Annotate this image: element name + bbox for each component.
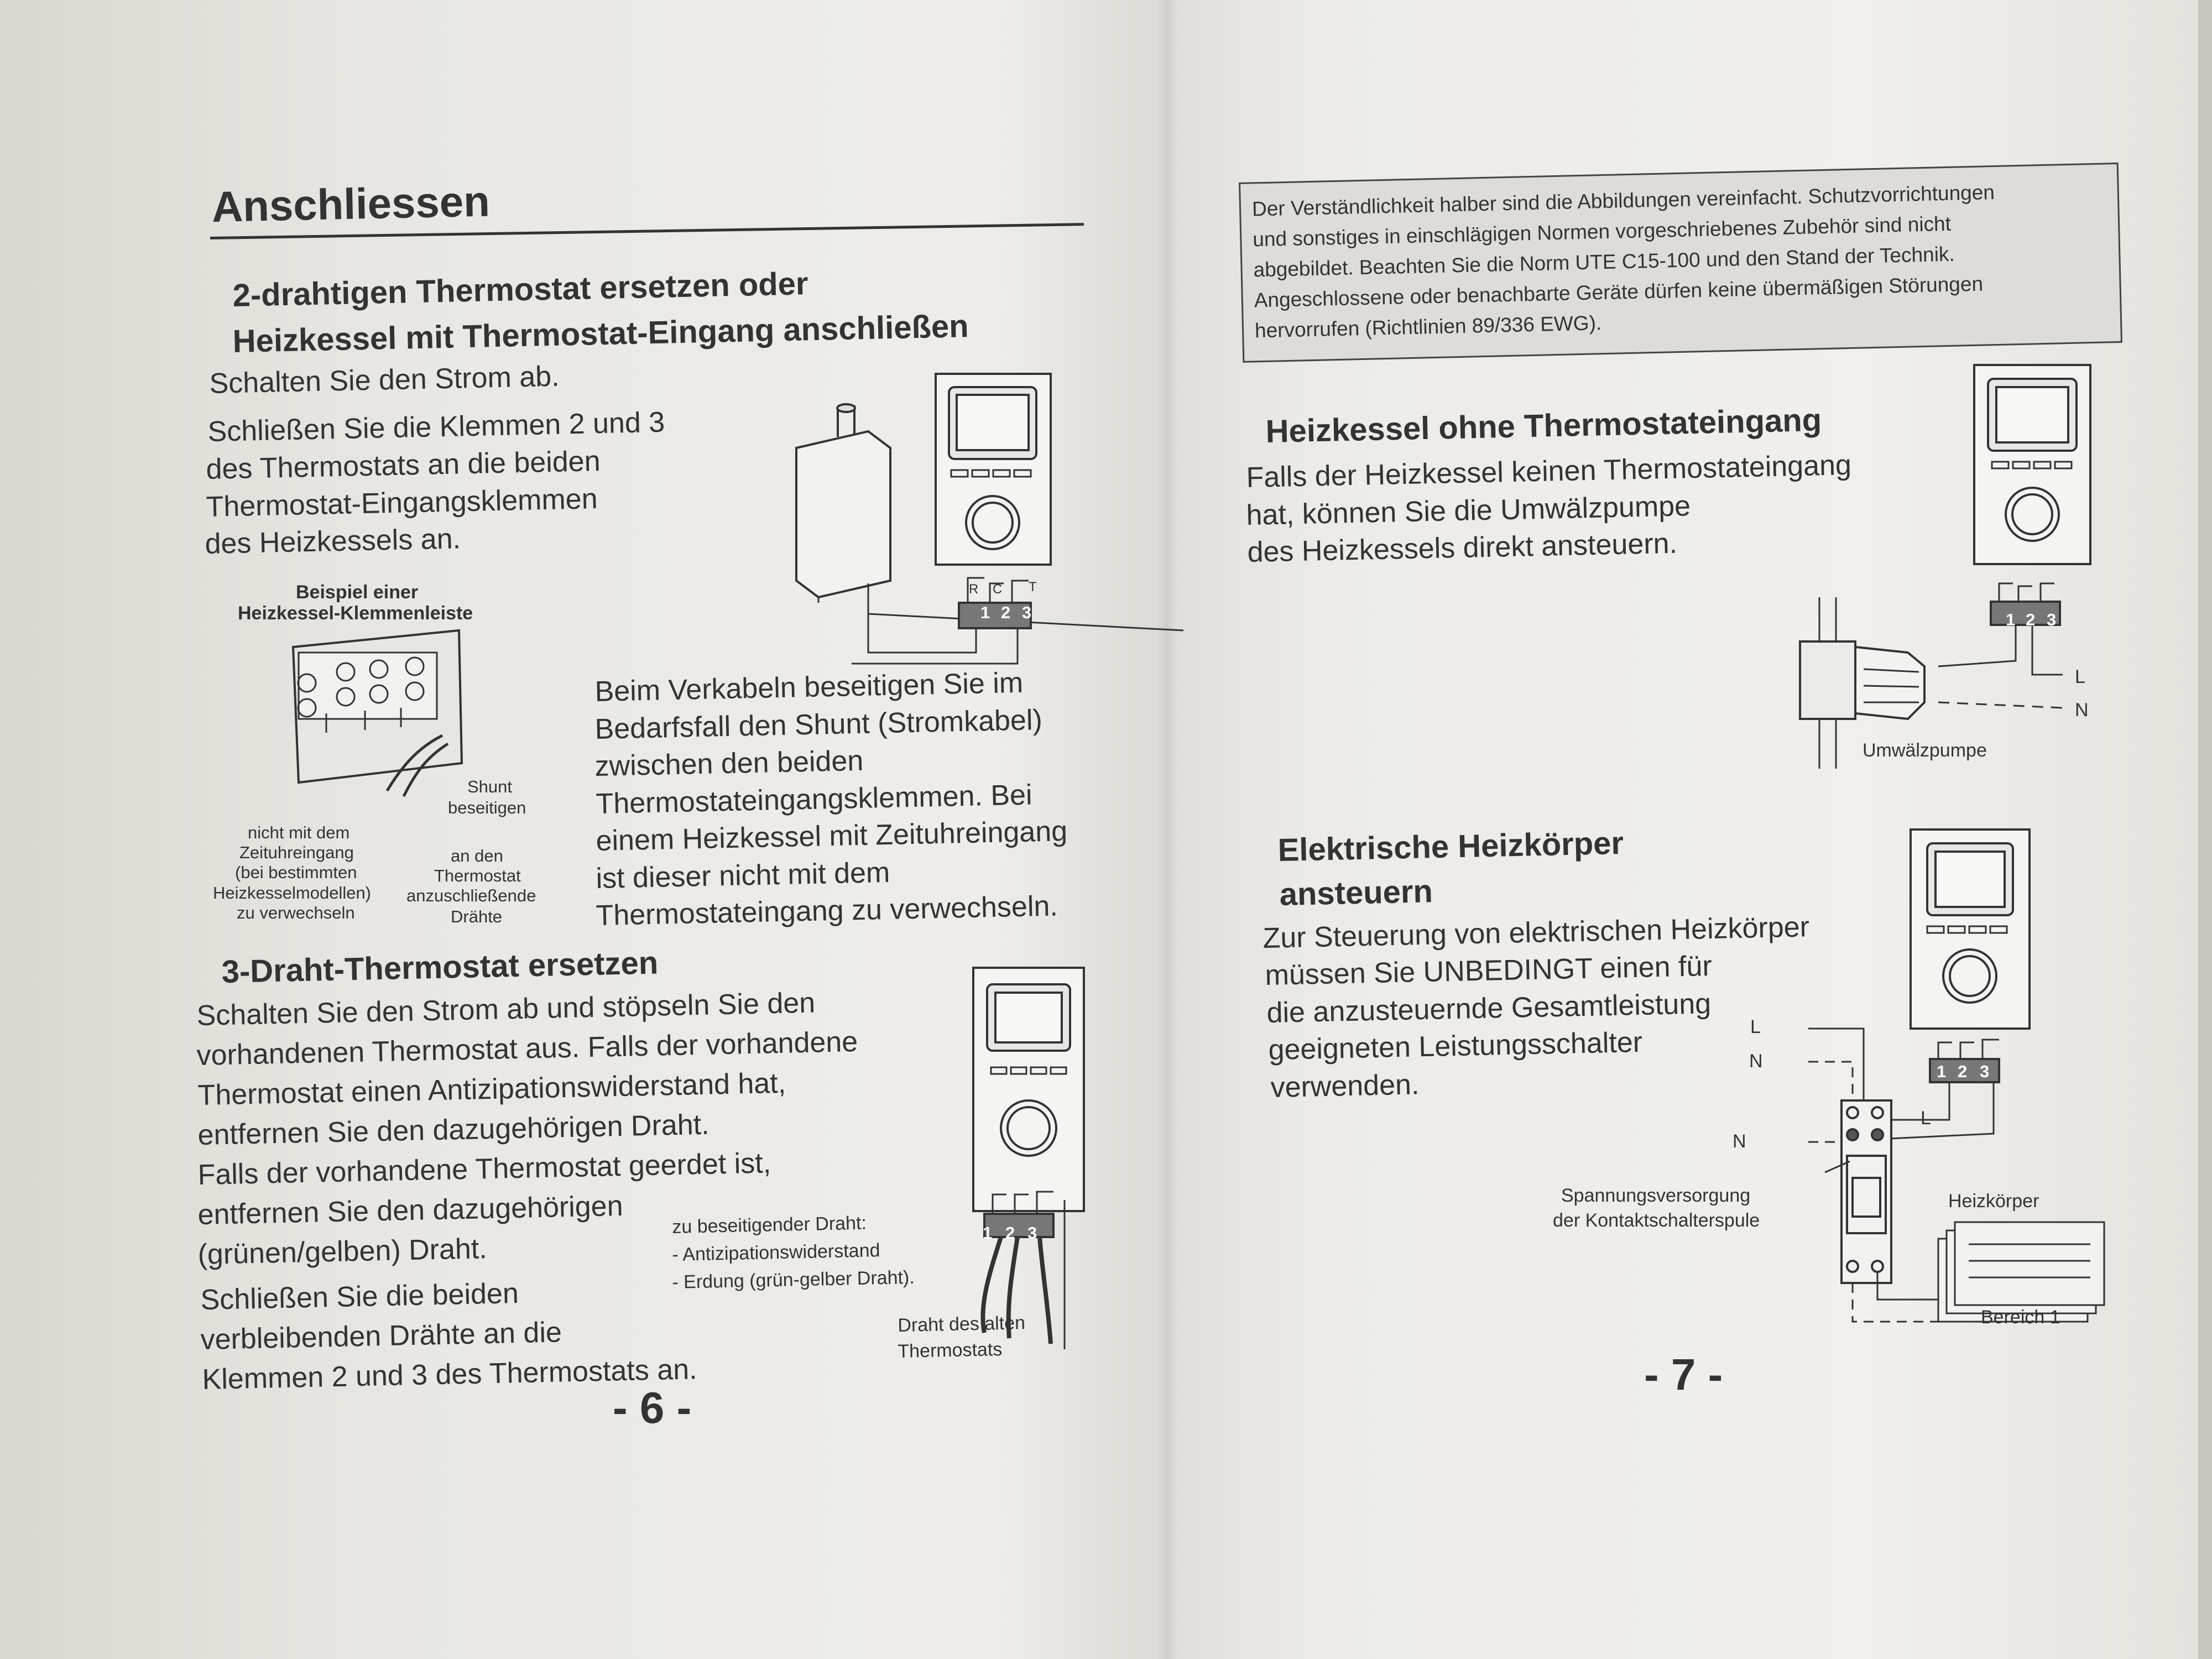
not-timer-label: Zeituhreingang bbox=[239, 843, 354, 862]
line-label-l: L bbox=[1921, 1108, 1931, 1129]
pump-wiring-diagram bbox=[1786, 359, 2096, 780]
terminal-block bbox=[959, 603, 1031, 628]
section2-text2-line: verbleibenden Drähte an die bbox=[200, 1316, 562, 1356]
notice-line: abgebildet. Beachten Sie die Norm UTE C15-100 und den Stand der Technik. bbox=[1253, 242, 1955, 281]
three-wire-thermostat-diagram bbox=[940, 962, 1106, 1371]
section1-step1: Schalten Sie den Strom ab. bbox=[209, 360, 560, 400]
notice-box bbox=[1239, 163, 2122, 363]
supply-label-line2: der Kontaktschalterspule bbox=[1553, 1210, 1760, 1231]
section4-text-line: geeigneten Leistungsschalter bbox=[1268, 1026, 1643, 1066]
section3-heading: Heizkessel ohne Thermostateingang bbox=[1265, 401, 1822, 450]
terminal-2: 2 bbox=[1001, 603, 1011, 622]
section4-text-line: die anzusteuernde Gesamtleistung bbox=[1266, 988, 1712, 1029]
shunt-label-line2: beseitigen bbox=[448, 798, 526, 817]
terminal-2: 2 bbox=[1005, 1223, 1015, 1243]
neutral-label-n: N bbox=[1733, 1131, 1746, 1152]
wires-label: Drähte bbox=[451, 907, 503, 926]
wiring-note-line: Thermostateingangsklemmen. Bei bbox=[596, 779, 1033, 820]
notice-line: Der Verständlichkeit halber sind die Abbildungen vereinfacht. Schutzvorrichtungen bbox=[1251, 180, 1995, 221]
wiring-note-line: Bedarfsfall den Shunt (Stromkabel) bbox=[594, 704, 1043, 745]
radiator-wiring-diagram bbox=[1742, 824, 2107, 1344]
wiring-note-line: ist dieser nicht mit dem bbox=[596, 856, 890, 895]
line-label-l: L bbox=[1750, 1016, 1761, 1037]
terminal-letter-c: C bbox=[993, 582, 1003, 597]
section2-heading: 3-Draht-Thermostat ersetzen bbox=[221, 945, 659, 990]
terminal-1: 1 bbox=[1937, 1062, 1947, 1081]
remove-wire-label-line1: zu beseitigender Draht: bbox=[672, 1212, 867, 1238]
terminal-2: 2 bbox=[2026, 610, 2036, 629]
terminal-example-label-line2: Heizkessel-Klemmenleiste bbox=[238, 603, 473, 624]
wiring-note-line: Beim Verkabeln beseitigen Sie im bbox=[594, 666, 1024, 708]
section1-text-line: des Heizkessels an. bbox=[205, 523, 461, 560]
section2-text-line: Falls der vorhandene Thermostat geerdet ist, bbox=[197, 1147, 771, 1191]
terminal-3: 3 bbox=[1980, 1062, 1990, 1081]
not-timer-label: Heizkesselmodellen) bbox=[213, 883, 372, 902]
not-timer-label: (bei bestimmten bbox=[235, 863, 357, 882]
radiator-label: Heizkörper bbox=[1948, 1191, 2039, 1212]
section1-text-line: Schließen Sie die Klemmen 2 und 3 bbox=[207, 406, 665, 448]
section1-text-line: des Thermostats an die beiden bbox=[206, 445, 601, 486]
section4-heading-line1: Elektrische Heizkörper bbox=[1277, 825, 1624, 868]
section2-text-line: (grünen/gelben) Draht. bbox=[197, 1233, 488, 1271]
boiler-thermostat-diagram bbox=[785, 365, 1095, 675]
section4-heading-line2: ansteuern bbox=[1279, 873, 1433, 912]
section2-text-line: Thermostat einen Antizipationswiderstand hat, bbox=[197, 1067, 786, 1112]
wiring-note-line: Thermostateingang zu verwechseln. bbox=[596, 890, 1058, 932]
wiring-note-line: zwischen den beiden bbox=[594, 744, 864, 782]
wires-label: anzuschließende bbox=[406, 886, 536, 905]
page-number-right: - 7 - bbox=[1644, 1350, 1723, 1399]
section3-text-line: hat, können Sie die Umwälzpumpe bbox=[1246, 490, 1691, 531]
section1-heading-line2: Heizkessel mit Thermostat-Eingang anschließen bbox=[232, 308, 969, 359]
notice-line: hervorrufen (Richtlinien 89/336 EWG). bbox=[1254, 311, 1602, 342]
remove-wire-label-line3: - Erdung (grün-gelber Draht). bbox=[672, 1266, 915, 1293]
section4-text-line: verwenden. bbox=[1270, 1068, 1420, 1104]
page-number-left: - 6 - bbox=[613, 1383, 692, 1432]
pump-label: Umwälzpumpe bbox=[1863, 740, 1987, 761]
boiler-body bbox=[796, 431, 890, 597]
neutral-label-n: N bbox=[1749, 1051, 1763, 1072]
terminal-1: 1 bbox=[980, 603, 990, 622]
wires-label: an den bbox=[451, 846, 503, 865]
wiring-note-line: einem Heizkessel mit Zeituhreingang bbox=[596, 815, 1068, 857]
line-label-l: L bbox=[2075, 666, 2085, 687]
section2-text-line: vorhandenen Thermostat aus. Falls der vorhandene bbox=[196, 1025, 858, 1072]
page-fold bbox=[1156, 0, 1178, 1659]
old-wire-label-line1: Draht des alten bbox=[898, 1312, 1026, 1336]
section2-text-line: entfernen Sie den dazugehörigen bbox=[197, 1190, 624, 1231]
terminal-1: 1 bbox=[2006, 610, 2016, 629]
notice-line: und sonstiges in einschlägigen Normen vorgeschriebenes Zubehör sind nicht bbox=[1252, 212, 1952, 251]
section1-text-line: Thermostat-Eingangsklemmen bbox=[206, 483, 598, 523]
terminal-2: 2 bbox=[1958, 1062, 1968, 1081]
section2-text-line: Schalten Sie den Strom ab und stöpseln Sie den bbox=[196, 987, 816, 1032]
terminal-example-label-line1: Beispiel einer bbox=[296, 582, 419, 603]
section4-text-line: Zur Steuerung von elektrischen Heizkörper bbox=[1262, 911, 1810, 954]
shunt-label-line1: Shunt bbox=[467, 777, 513, 796]
page-title: Anschliessen bbox=[211, 176, 491, 231]
section1-heading-line1: 2-drahtigen Thermostat ersetzen oder bbox=[232, 265, 809, 314]
terminal-1: 1 bbox=[983, 1223, 993, 1243]
supply-label-line1: Spannungsversorgung bbox=[1561, 1185, 1751, 1206]
section2-text2-line: Schließen Sie die beiden bbox=[200, 1277, 519, 1316]
notice-line: Angeschlossene oder benachbarte Geräte dürfen keine übermäßigen Störungen bbox=[1254, 272, 1984, 312]
not-timer-label: nicht mit dem bbox=[248, 823, 350, 842]
section4-text-line: müssen Sie UNBEDINGT einen für bbox=[1265, 950, 1713, 992]
terminal-letter-r: R bbox=[969, 582, 979, 597]
neutral-label-n: N bbox=[2075, 700, 2089, 721]
not-timer-label: zu verwechseln bbox=[237, 903, 355, 922]
zone-label: Bereich 1 bbox=[1981, 1307, 2060, 1328]
wires-label: Thermostat bbox=[434, 866, 521, 885]
terminal-3: 3 bbox=[2047, 610, 2057, 629]
terminal-3: 3 bbox=[1027, 1223, 1037, 1243]
section2-text-line: entfernen Sie den dazugehörigen Draht. bbox=[197, 1108, 710, 1151]
old-wire-label-line2: Thermostats bbox=[898, 1339, 1003, 1362]
section3-text-line: des Heizkessels direkt ansteuern. bbox=[1247, 527, 1678, 568]
terminal-letter-t: T bbox=[1029, 580, 1037, 594]
section2-text2-line: Klemmen 2 und 3 des Thermostats an. bbox=[202, 1353, 698, 1396]
remove-wire-label-line2: - Antizipationswiderstand bbox=[672, 1240, 880, 1265]
terminal-3: 3 bbox=[1022, 603, 1032, 622]
section3-text-line: Falls der Heizkessel keinen Thermostateingang bbox=[1246, 449, 1852, 494]
